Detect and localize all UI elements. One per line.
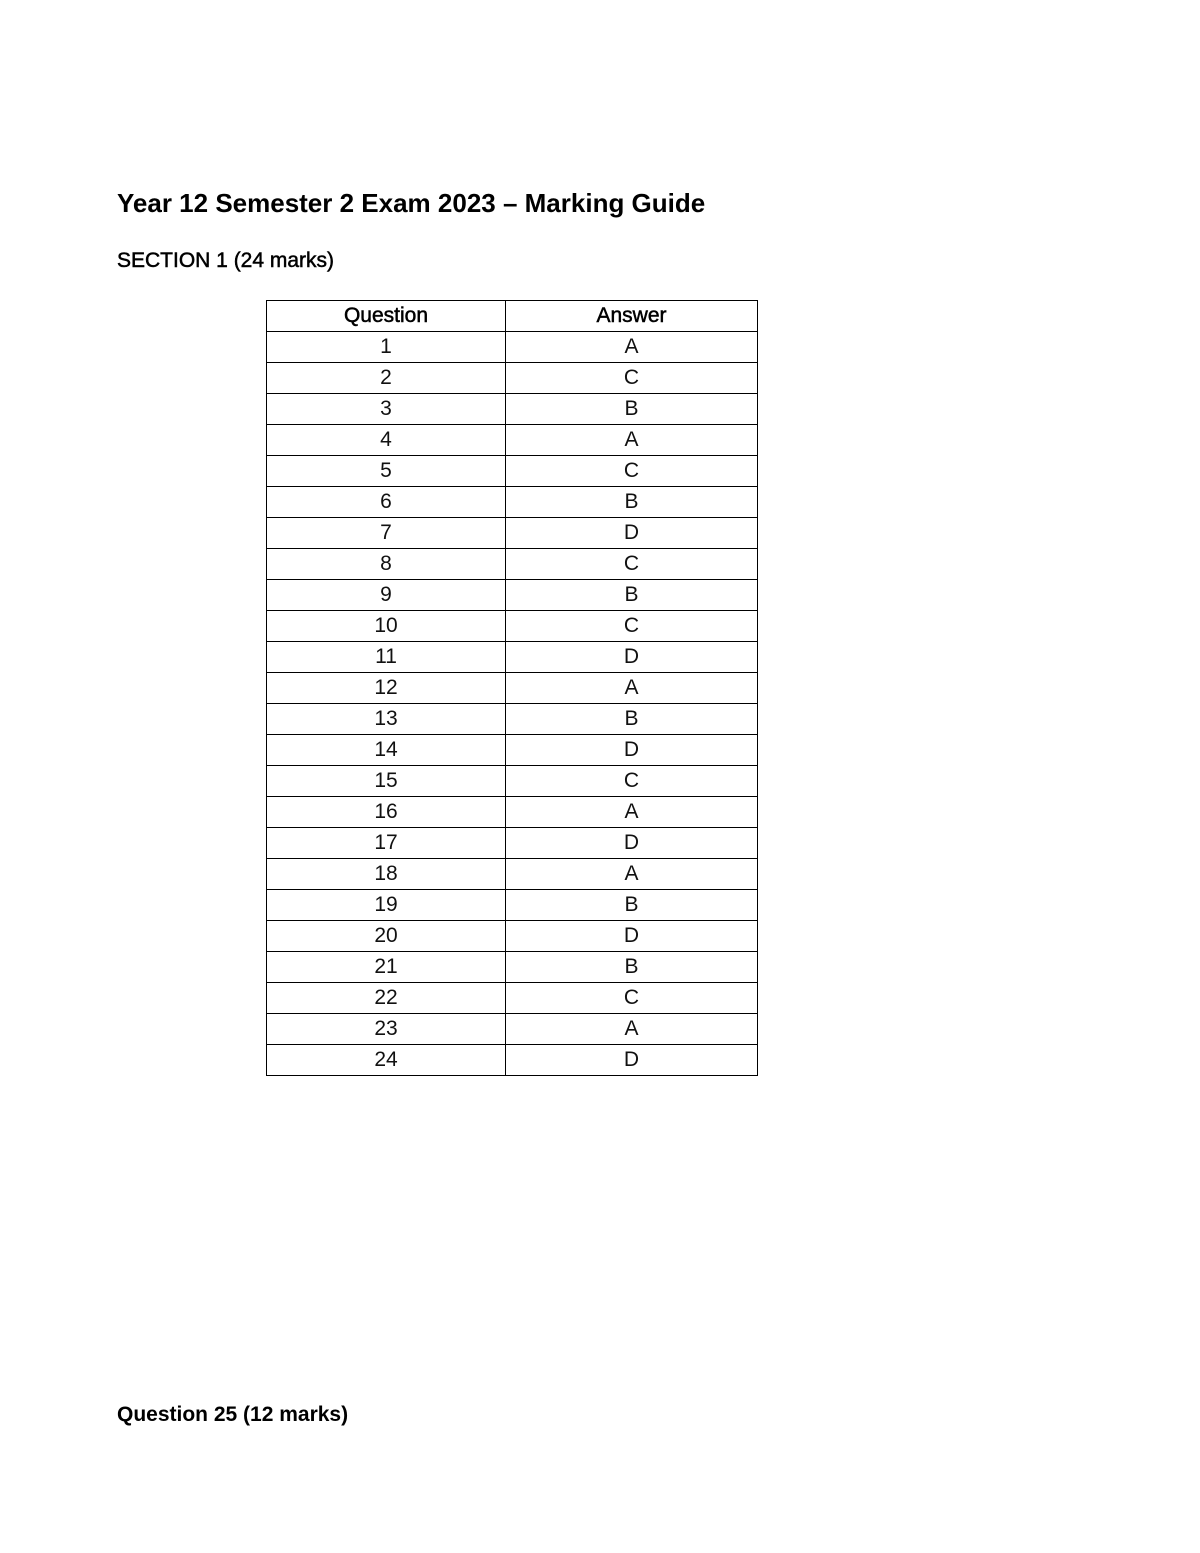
question-number-cell: 21 — [267, 952, 506, 983]
question-number-cell: 6 — [267, 487, 506, 518]
answer-cell: D — [506, 828, 758, 859]
table-row — [267, 425, 758, 456]
table-row — [267, 1014, 758, 1045]
table-header-row — [267, 301, 758, 332]
answer-cell: D — [506, 921, 758, 952]
table-row — [267, 1045, 758, 1076]
question-number-cell: 10 — [267, 611, 506, 642]
answer-cell: C — [506, 983, 758, 1014]
table-row — [267, 642, 758, 673]
table-row — [267, 983, 758, 1014]
table-row — [267, 890, 758, 921]
question-number-cell: 4 — [267, 425, 506, 456]
document-title: Year 12 Semester 2 Exam 2023 – Marking Guide — [117, 188, 706, 218]
table-row — [267, 456, 758, 487]
question-number-cell: 23 — [267, 1014, 506, 1045]
answer-cell: B — [506, 580, 758, 611]
table-row — [267, 394, 758, 425]
table-row — [267, 487, 758, 518]
question-number-cell: 1 — [267, 332, 506, 363]
answer-cell: D — [506, 1045, 758, 1076]
answer-cell: A — [506, 1014, 758, 1045]
question-number-cell: 24 — [267, 1045, 506, 1076]
answer-table-body — [267, 332, 758, 1076]
question-number-cell: 13 — [267, 704, 506, 735]
answer-cell: B — [506, 890, 758, 921]
table-row — [267, 766, 758, 797]
question-number-cell: 15 — [267, 766, 506, 797]
question-number-cell: 22 — [267, 983, 506, 1014]
answer-cell: B — [506, 704, 758, 735]
question-number-cell: 5 — [267, 456, 506, 487]
table-row — [267, 518, 758, 549]
answer-cell: A — [506, 797, 758, 828]
table-row — [267, 611, 758, 642]
answer-cell: A — [506, 673, 758, 704]
section-1-heading: SECTION 1 (24 marks) — [117, 249, 335, 272]
question-number-cell: 11 — [267, 642, 506, 673]
question-number-cell: 12 — [267, 673, 506, 704]
answer-cell: A — [506, 859, 758, 890]
answer-cell: A — [506, 425, 758, 456]
question-number-cell: 14 — [267, 735, 506, 766]
question-number-cell: 7 — [267, 518, 506, 549]
question-number-cell: 16 — [267, 797, 506, 828]
question-number-cell: 17 — [267, 828, 506, 859]
table-row — [267, 549, 758, 580]
answer-cell: C — [506, 766, 758, 797]
answer-cell: B — [506, 487, 758, 518]
table-row — [267, 363, 758, 394]
table-row — [267, 673, 758, 704]
question-column-header: Question — [267, 301, 506, 332]
answer-cell: C — [506, 456, 758, 487]
table-row — [267, 797, 758, 828]
answer-cell: D — [506, 518, 758, 549]
answer-cell: B — [506, 394, 758, 425]
answer-cell: D — [506, 735, 758, 766]
question-number-cell: 19 — [267, 890, 506, 921]
table-row — [267, 735, 758, 766]
question-number-cell: 3 — [267, 394, 506, 425]
question-number-cell: 8 — [267, 549, 506, 580]
answer-cell: D — [506, 642, 758, 673]
table-row — [267, 921, 758, 952]
answer-cell: C — [506, 363, 758, 394]
table-row — [267, 580, 758, 611]
answer-cell: C — [506, 549, 758, 580]
answer-cell: A — [506, 332, 758, 363]
question-number-cell: 20 — [267, 921, 506, 952]
question-25-heading: Question 25 (12 marks) — [117, 1403, 349, 1426]
table-row — [267, 332, 758, 363]
table-row — [267, 828, 758, 859]
answer-cell: C — [506, 611, 758, 642]
table-row — [267, 859, 758, 890]
answer-key-table — [266, 300, 758, 1076]
answer-column-header: Answer — [506, 301, 758, 332]
table-row — [267, 704, 758, 735]
question-number-cell: 18 — [267, 859, 506, 890]
answer-cell: B — [506, 952, 758, 983]
question-number-cell: 9 — [267, 580, 506, 611]
table-row — [267, 952, 758, 983]
question-number-cell: 2 — [267, 363, 506, 394]
